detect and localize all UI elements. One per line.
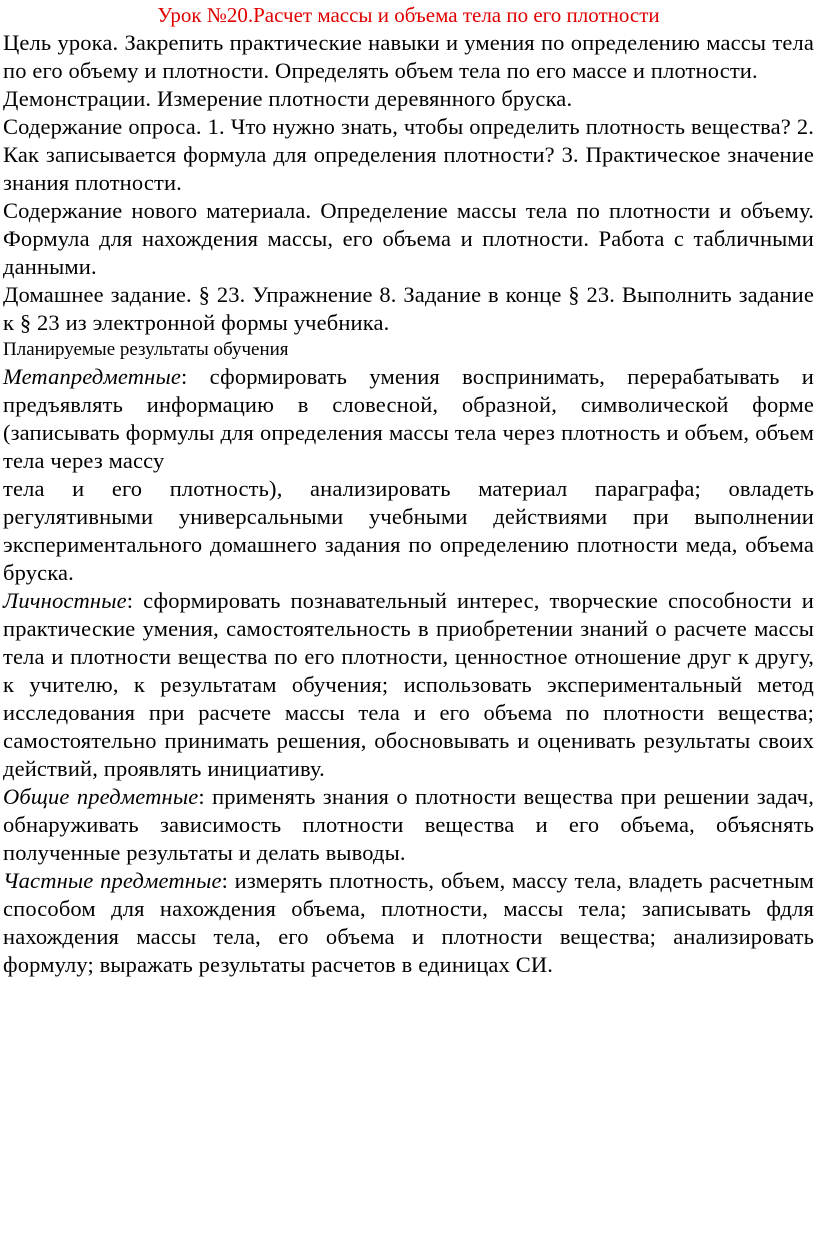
results-heading: Планируемые результаты обучения [3,339,289,360]
specific-label: Частные предметные [3,868,222,893]
personal-label: Личностные [3,588,127,613]
meta-label: Метапредметные [3,364,181,389]
specific-text: : измерять плотность, объем, массу тела, владеть расчетным способом для нахождения объема, плотности, массы тела; записывать фдля нахождения массы тела, его объема и плотности вещества; анализировать формулу; выражать результаты расчетов в единицах СИ. [3,868,814,977]
lesson-goal: Цель урока. Закрепить практические навыки и умения по определению массы тела по его объему и плотности. Определять объем тела по его массе и плотности. [3,30,814,83]
general-text: : применять знания о плотности вещества при решении задач, обнаруживать зависимость плотности вещества и его объема, объяснять полученные результаты и делать выводы. [3,784,814,865]
general-subject-results [3,783,814,867]
survey-content: Содержание опроса. 1. Что нужно знать, чтобы определить плотность вещества? 2. Как записывается формула для определения плотности? 3. Практическое значение знания плотности. [3,114,814,195]
personal-results [3,587,814,783]
lesson-title: Урок №20.Расчет массы и объема тела по его плотности [157,3,660,27]
general-label: Общие предметные [3,784,199,809]
specific-subject-results [3,867,814,979]
meta-subject-results [3,363,814,475]
personal-text: : сформировать познавательный интерес, творческие способности и практические умения, самостоятельность в приобретении знаний о расчете массы тела и плотности вещества по его плотности, ценностное отношение друг к другу, к учителю, к результатам обучения; использовать экспериментальный метод исследования при расчете массы тела и его объема по плотности вещества; самостоятельно принимать решения, обосновывать и оценивать результаты своих действий, проявлять инициативу. [3,588,814,781]
meta-subject-results-cont: тела и его плотность), анализировать материал параграфа; овладеть регулятивными универсальными учебными действиями при выполнении экспериментального домашнего задания по определению плотности меда, объема бруска. [3,476,814,585]
meta-text-a: : сформировать умения воспринимать, перерабатывать и предъявлять информацию в словесной, образной, символической форме (записывать формулы для определения массы тела через плотность и объем, объем тела через массу [3,364,814,473]
new-material-content: Содержание нового материала. Определение массы тела по плотности и объему. Формула для нахождения массы, его объема и плотности. Работа с табличными данными. [3,198,814,279]
homework: Домашнее задание. § 23. Упражнение 8. Задание в конце § 23. Выполнить задание к § 23 из электронной формы учебника. [3,282,814,335]
demonstrations: Демонстрации. Измерение плотности деревянного бруска. [3,86,573,111]
